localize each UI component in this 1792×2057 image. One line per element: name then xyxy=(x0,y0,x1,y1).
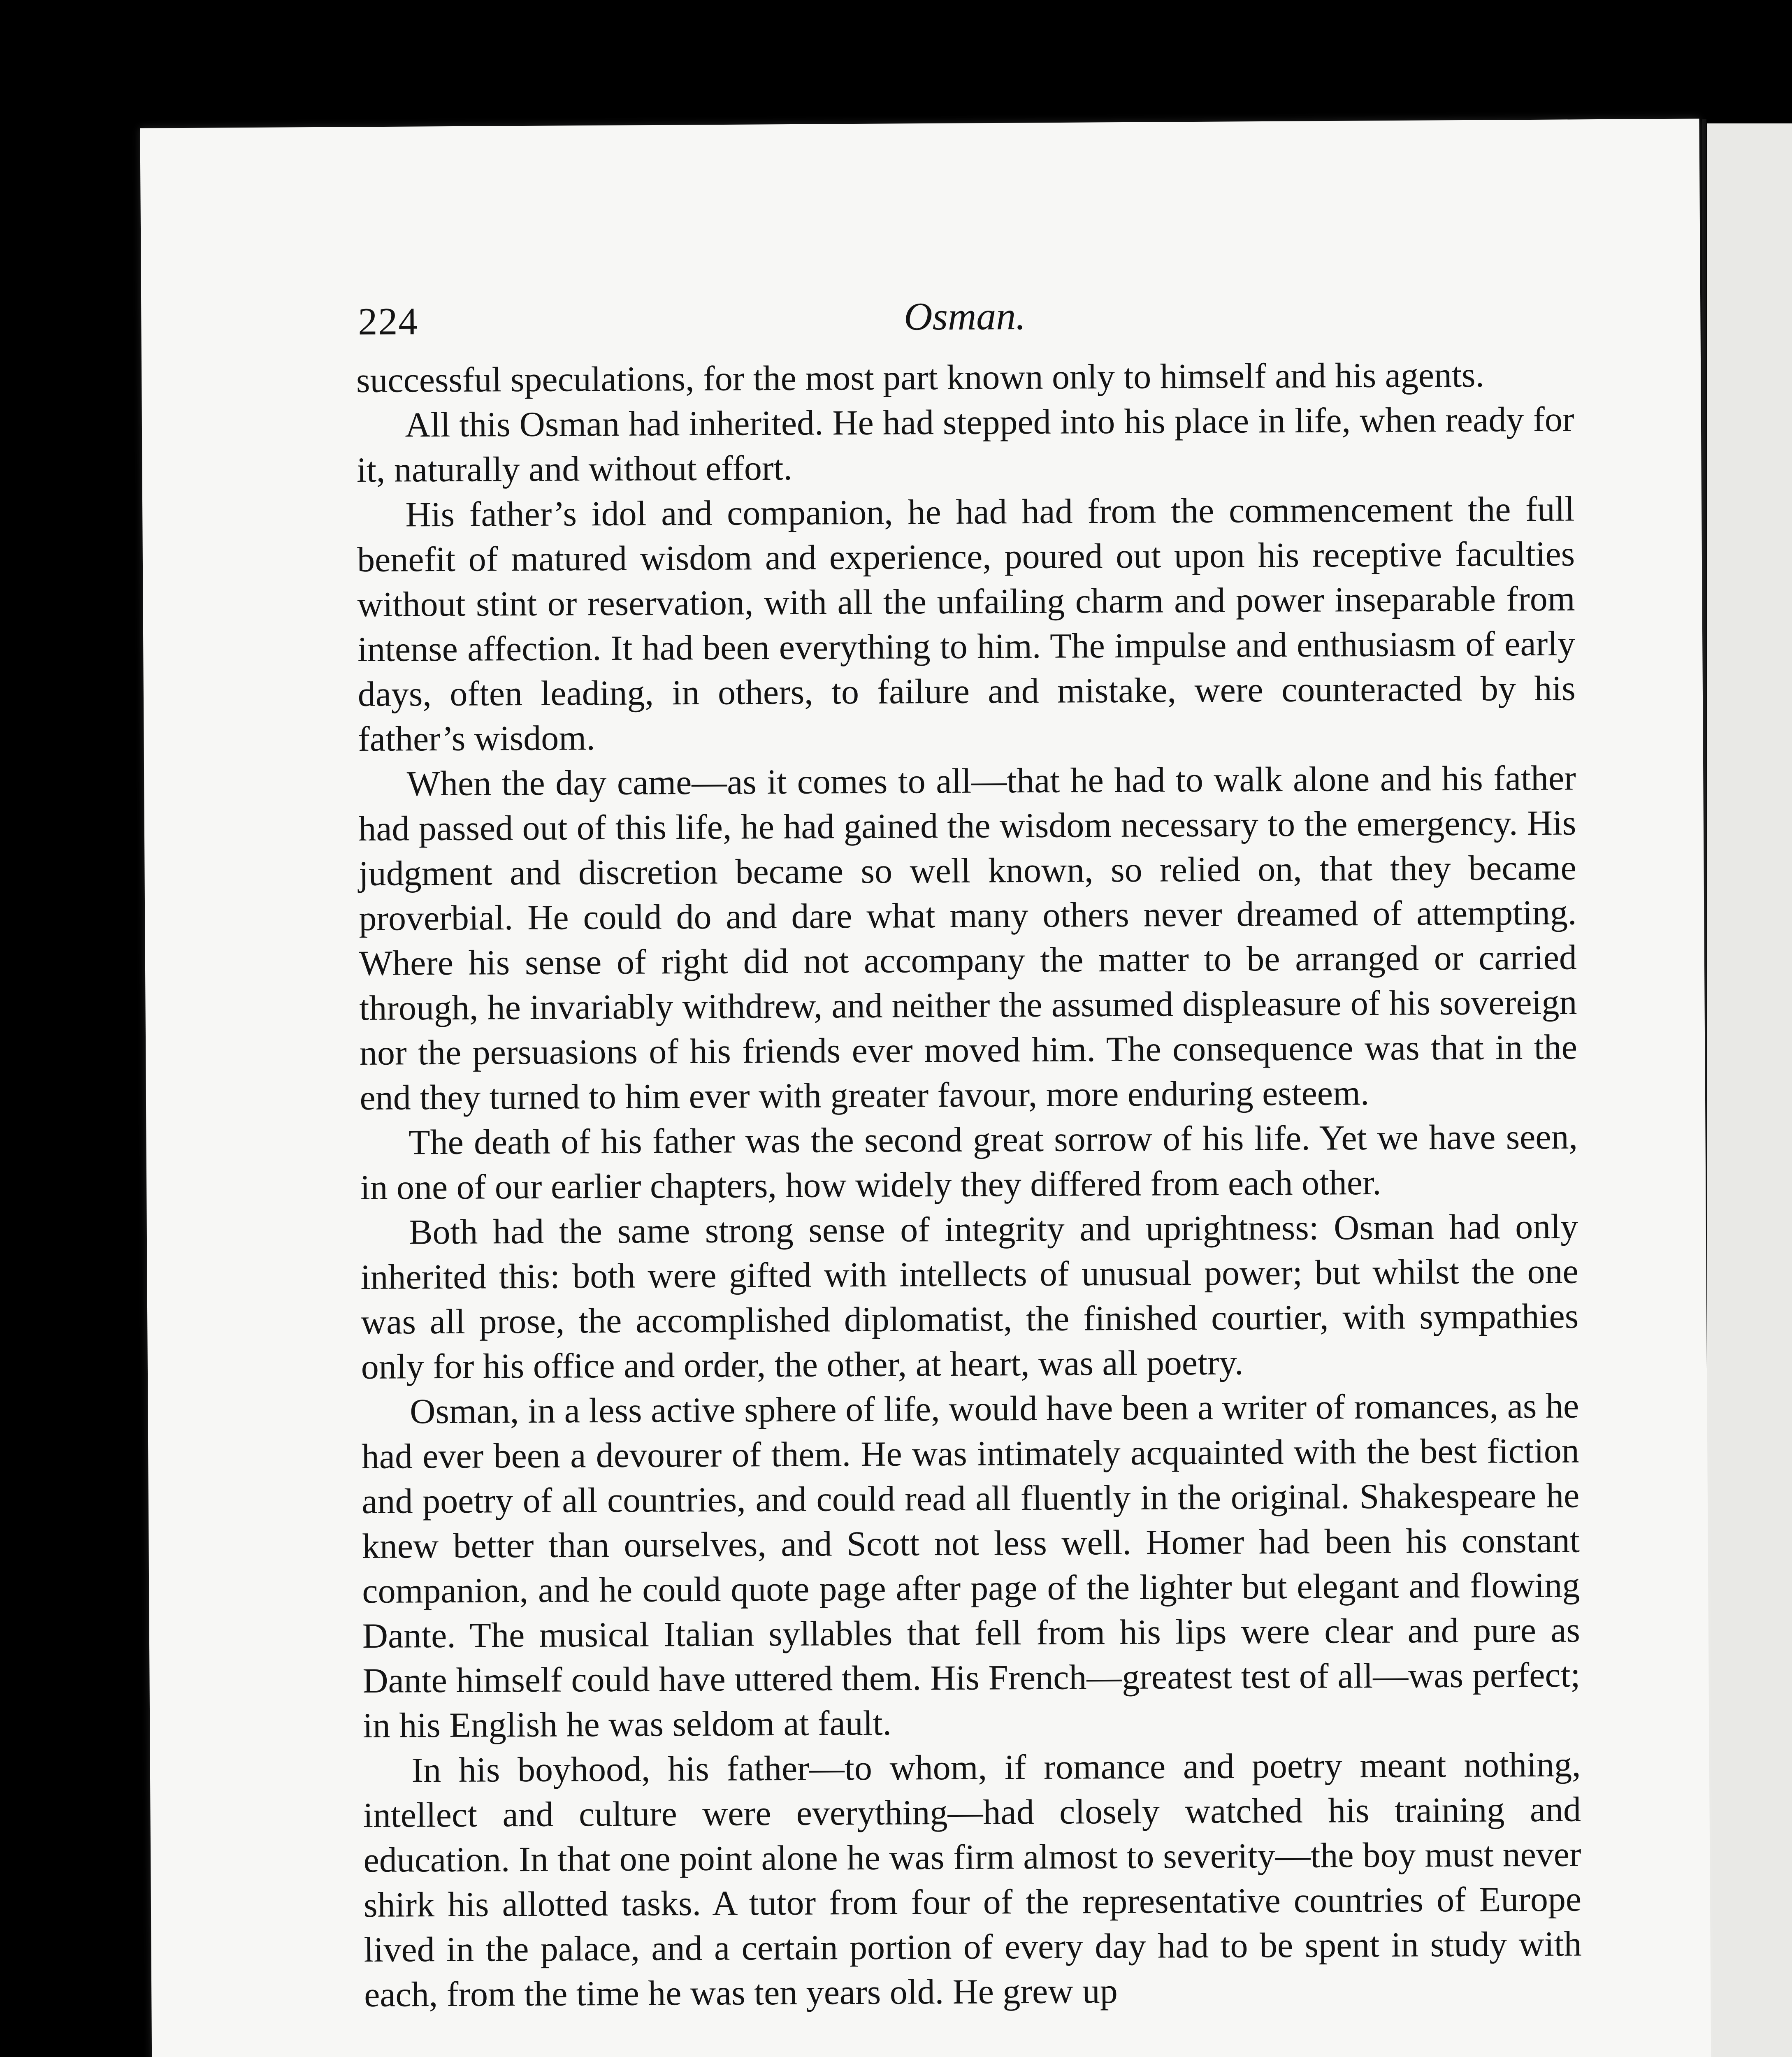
page-number: 224 xyxy=(358,300,419,343)
paragraph: All this Osman had inherited. He had stepped into his place in life, when ready for it, naturally and without effort. xyxy=(356,399,1574,490)
paragraph: The death of his father was the second great sorrow of his life. Yet we have seen, in one of our earlier chapters, how widely they differed from each other. xyxy=(360,1117,1578,1207)
paragraph: successful speculations, for the most part known only to himself and his agents. xyxy=(356,355,1485,400)
paragraph: When the day came—as it comes to all—that he had to walk alone and his father had passed out of this life, he had gained the wisdom necessary to the emergency. His judgment and discretion became so well known, so relied on, that they became proverbial. He could do and dare what many others never dreamed of attempting. Where his sense of right did not accompany the matter to be arranged or carried through, he invariably withdrew, and neither the assumed displeasure of his sovereign nor the persuasions of his friends ever moved him. The consequence was that in the end they turned to him ever with greater favour, more enduring esteem. xyxy=(358,758,1578,1117)
paragraph: In his boyhood, his father—to whom, if romance and poetry meant nothing, intellect and culture were everything—had closely watched his training and education. In that one point alone he was firm almost to severity—the boy must never shirk his allotted tasks. A tutor from four of the representative countries of Europe lived in the palace, and a certain portion of every day had to be spent in study with each, from the time he was ten years old. He grew up xyxy=(363,1744,1582,2014)
running-head-title: Osman. xyxy=(903,294,1026,339)
page-content xyxy=(356,290,1582,2017)
paragraph: Both had the same strong sense of integrity and uprightness: Osman had only inherited this: both were gifted with intellects of unusual power; but whilst the one was all prose, the accomplished diplomatist, the finished courtier, with sympathies only for his office and order, the other, at heart, was all poetry. xyxy=(360,1206,1579,1386)
paragraph: Osman, in a less active sphere of life, would have been a writer of romances, as he had ever been a devourer of them. He was intimately acquainted with the best fiction and poetry of all countries, and could read all fluently in the original. Shakespeare he knew better than ourselves, and Scott not less well. Homer had been his constant companion, and he could quote page after page of the lighter but elegant and flowing Dante. The musical Italian syllables that fell from his lips were clear and pure as Dante himself could have uttered them. His French—greatest test of all—was perfect; in his English he was seldom at fault. xyxy=(361,1386,1581,1745)
body-text xyxy=(356,352,1582,2017)
facing-page-edge xyxy=(1707,123,1792,2057)
paragraph: His father’s idol and companion, he had had from the commencement the full benefit of matured wisdom and experience, poured out upon his receptive faculties without stint or reservation, with all the unfailing charm and power inseparable from intense affection. It had been everything to him. The impulse and enthusiasm of early days, often leading, in others, to failure and mistake, were counteracted by his father’s wisdom. xyxy=(357,489,1576,759)
running-head xyxy=(356,290,1574,358)
